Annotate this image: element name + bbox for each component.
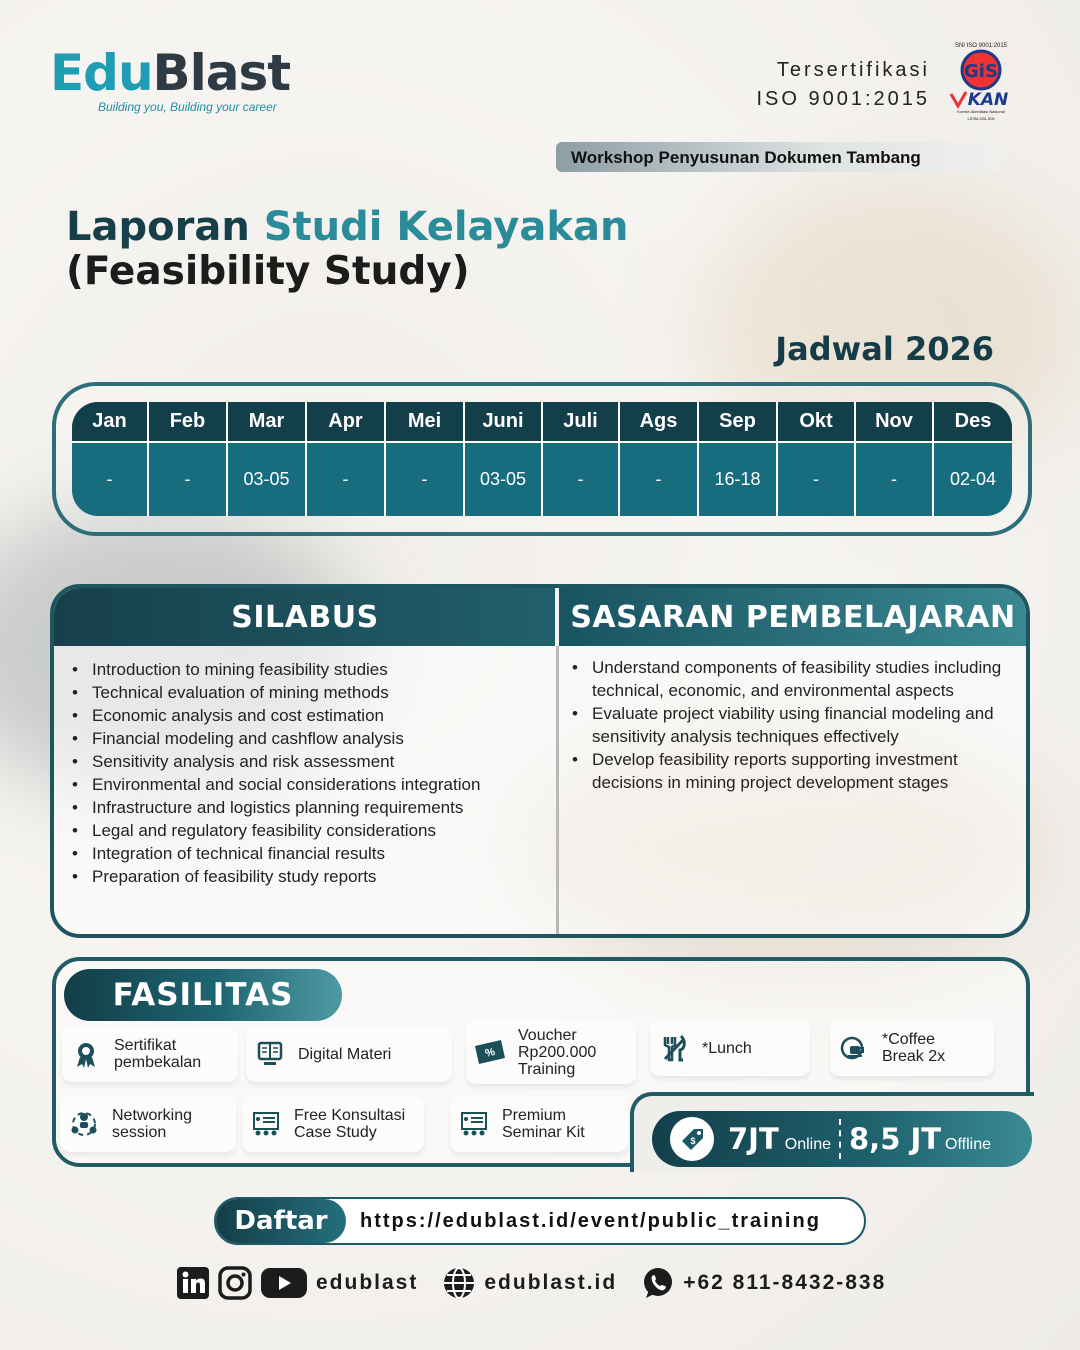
- youtube-icon[interactable]: [260, 1266, 308, 1300]
- facility-item: [62, 1026, 238, 1082]
- schedule-date: -: [813, 469, 819, 489]
- online-price: 7JT: [728, 1122, 779, 1156]
- network-icon: [64, 1104, 104, 1144]
- register-bar[interactable]: [214, 1197, 866, 1245]
- badge-bottom-text: KAN: [967, 90, 1009, 110]
- seminar-kit-icon: [454, 1104, 494, 1144]
- schedule-month: Nov: [856, 402, 932, 443]
- schedule-date: -: [184, 469, 191, 489]
- silabus-item: • Economic analysis and cost estimation: [72, 704, 480, 727]
- facility-item: [242, 1096, 424, 1152]
- facility-label: Free Konsultasi Case Study: [294, 1107, 406, 1141]
- schedule-column: [465, 402, 543, 516]
- consultation-icon: [246, 1104, 286, 1144]
- schedule-date: -: [655, 469, 662, 489]
- badge-code-text: LSSM-026-IDN: [967, 116, 995, 121]
- silabus-item: • Integration of technical financial results: [72, 842, 480, 865]
- website-link[interactable]: edublast.id: [484, 1271, 618, 1294]
- schedule-column: [778, 402, 856, 516]
- schedule-month: Apr: [307, 402, 384, 443]
- online-label: Online: [784, 1136, 831, 1153]
- schedule-column: [856, 402, 934, 516]
- certification-line1: Tersertifikasi: [776, 59, 930, 81]
- schedule-date: -: [106, 469, 113, 489]
- facility-label: Networking session: [112, 1107, 193, 1141]
- schedule-month: Ags: [620, 402, 697, 443]
- voucher-icon: [470, 1032, 510, 1072]
- schedule-month: Okt: [778, 402, 854, 443]
- schedule-date: -: [577, 469, 584, 489]
- silabus-item: • Sensitivity analysis and risk assessment: [72, 750, 480, 773]
- facility-item: [246, 1026, 452, 1082]
- title-word1: Laporan: [66, 204, 250, 250]
- certificate-icon: [66, 1034, 106, 1074]
- phone-number[interactable]: +62 811-8432-838: [683, 1271, 887, 1294]
- schedule-date: 02-04: [949, 469, 997, 489]
- schedule-column: [149, 402, 228, 516]
- offline-label: Offline: [945, 1136, 991, 1153]
- schedule-month: Des: [934, 402, 1012, 443]
- schedule-month: Juli: [543, 402, 618, 443]
- facility-item: [650, 1020, 810, 1076]
- footer-contacts: [176, 1266, 910, 1300]
- globe-icon: [442, 1266, 476, 1300]
- badge-mid-text: GiS: [964, 61, 998, 82]
- schedule-column: [72, 402, 149, 516]
- schedule-column: [307, 402, 386, 516]
- instagram-icon[interactable]: [218, 1266, 252, 1300]
- page-title: [66, 204, 628, 250]
- silabus-item: • Financial modeling and cashflow analysis: [72, 727, 480, 750]
- workshop-label: Workshop Penyusunan Dokumen Tambang: [556, 142, 1000, 172]
- schedule-month: Feb: [149, 402, 226, 443]
- schedule-column: [934, 402, 1012, 516]
- schedule-column: [620, 402, 699, 516]
- silabus-heading: SILABUS: [54, 588, 556, 646]
- badge-caption-text: Komite Akreditasi Nasional: [957, 109, 1005, 114]
- brand-name-part1: Edu: [50, 44, 153, 102]
- silabus-item: • Preparation of feasibility study reports: [72, 865, 480, 888]
- schedule-column: [386, 402, 465, 516]
- sasaran-item: • Evaluate project viability using financial modeling and sensitivity analysis techniques effectively: [572, 702, 1022, 748]
- facility-label: *Coffee Break 2x: [882, 1031, 946, 1065]
- schedule-month: Sep: [699, 402, 776, 443]
- schedule-heading: Jadwal 2026: [775, 330, 994, 368]
- facility-label: Premium Seminar Kit: [502, 1107, 585, 1141]
- iso-badge-icon: [948, 38, 1014, 124]
- schedule-date: 03-05: [479, 469, 527, 489]
- silabus-item: • Infrastructure and logistics planning requirements: [72, 796, 480, 819]
- silabus-item: • Introduction to mining feasibility studies: [72, 658, 480, 681]
- schedule-month: Juni: [465, 402, 541, 443]
- facility-label: Digital Materi: [298, 1045, 392, 1063]
- schedule-column: [699, 402, 778, 516]
- schedule-date: -: [342, 469, 349, 489]
- sasaran-item: • Develop feasibility reports supporting investment decisions in mining project development stages: [572, 748, 1022, 794]
- silabus-list: [72, 658, 480, 888]
- facility-item: [830, 1020, 994, 1076]
- silabus-item: • Environmental and social considerations integration: [72, 773, 480, 796]
- register-button[interactable]: Daftar: [216, 1199, 346, 1243]
- cutlery-icon: [654, 1028, 694, 1068]
- book-icon: [250, 1034, 290, 1074]
- svg-text:$: $: [690, 1136, 696, 1146]
- price-tag-icon: [668, 1115, 716, 1163]
- panel-divider: [555, 588, 559, 646]
- schedule-column: [228, 402, 307, 516]
- facility-item: [450, 1096, 628, 1152]
- sasaran-heading: SASARAN PEMBELAJARAN: [556, 588, 1030, 646]
- silabus-item: • Legal and regulatory feasibility considerations: [72, 819, 480, 842]
- brand-logo: [50, 44, 291, 114]
- linkedin-icon[interactable]: [176, 1266, 210, 1300]
- badge-top-text: SNI ISO 9001:2015: [954, 43, 1008, 49]
- brand-name-part2: Blast: [152, 44, 291, 102]
- schedule-column: [543, 402, 620, 516]
- register-link[interactable]: https://edublast.id/event/public_training: [360, 1209, 821, 1232]
- facilities-heading: FASILITAS: [64, 969, 342, 1021]
- social-handle[interactable]: edublast: [316, 1271, 419, 1294]
- brand-tagline: Building you, Building your career: [98, 100, 277, 114]
- sasaran-list: [572, 656, 1022, 794]
- silabus-item: • Technical evaluation of mining methods: [72, 681, 480, 704]
- schedule-date: 16-18: [714, 469, 761, 489]
- schedule-date: -: [891, 469, 897, 489]
- facility-label: Sertifikat pembekalan: [114, 1037, 202, 1071]
- schedule-month: Mei: [386, 402, 463, 443]
- facility-label: *Lunch: [702, 1039, 752, 1057]
- schedule-date: -: [421, 469, 428, 489]
- certification-text: [756, 56, 930, 114]
- sasaran-item: • Understand components of feasibility studies including technical, economic, and environmental aspects: [572, 656, 1022, 702]
- certification-line2: ISO 9001:2015: [756, 88, 930, 110]
- curriculum-panel: [50, 584, 1030, 938]
- title-word2: Studi Kelayakan: [263, 204, 629, 250]
- svg-text:%: %: [484, 1046, 497, 1060]
- schedule-date: 03-05: [243, 469, 290, 489]
- coffee-icon: [834, 1028, 874, 1068]
- schedule-month: Jan: [72, 402, 147, 443]
- whatsapp-icon: [641, 1266, 675, 1300]
- facility-item: [466, 1020, 636, 1084]
- schedule-month: Mar: [228, 402, 305, 443]
- facility-item: [60, 1096, 236, 1152]
- schedule-table: [72, 402, 1012, 516]
- price-badge: [652, 1111, 1032, 1167]
- price-separator: [839, 1119, 841, 1159]
- facility-label: Voucher Rp200.000 Training: [518, 1026, 597, 1078]
- offline-price: 8,5 JT: [849, 1122, 942, 1156]
- page-subtitle: (Feasibility Study): [66, 249, 470, 294]
